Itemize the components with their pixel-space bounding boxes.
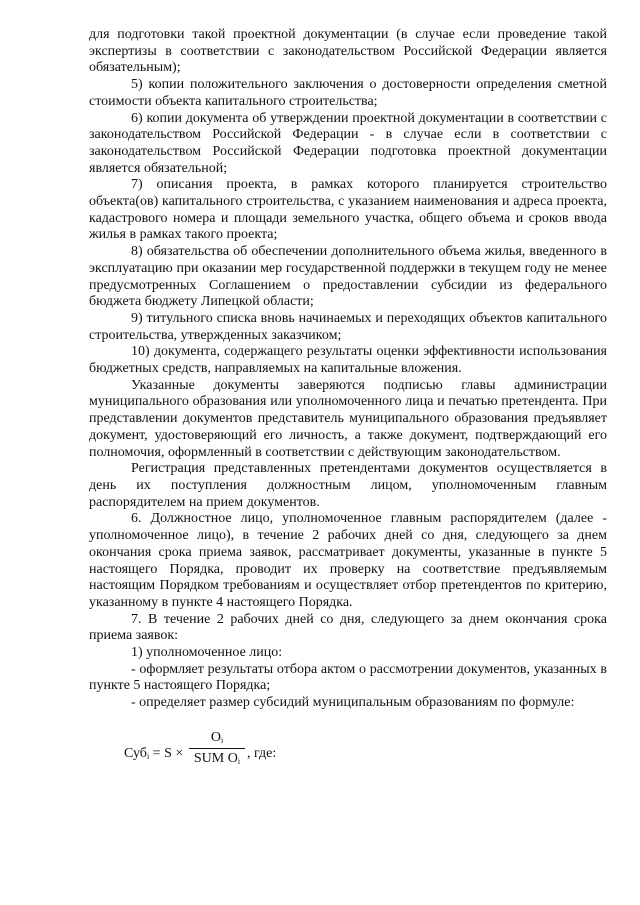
formula-fraction: [189, 730, 245, 771]
formula-denominator-subscript: i: [237, 756, 241, 766]
formula-where: , где:: [247, 745, 277, 761]
paragraph-item-9: 9) титульного списка вновь начинаемых и переходящих объектов капитального строительства, утвержденных заказчиком;: [89, 310, 607, 343]
paragraph-section-7: 7. В течение 2 рабочих дней со дня, следующего за днем окончания срока приема заявок:: [89, 611, 607, 644]
formula-lhs-symbol: Суб: [124, 745, 147, 761]
formula-denominator-symbol: SUM O: [193, 750, 238, 766]
formula-numerator: [189, 730, 245, 747]
paragraph-subitem-1: 1) уполномоченное лицо:: [131, 645, 283, 661]
paragraph-certification: Указанные документы заверяются подписью главы администрации муниципального образования или уполномоченного лица и печатью претендента. При представлении документов представитель муниципального образования предъявляет документ, удостоверяющий его личность, а также документ, подтверждающий его полномочия, оформленный в соответствии с действующим законодательством.: [89, 377, 607, 460]
paragraph-item-10: 10) документа, содержащего результаты оценки эффективности использования бюджетных средств, направляемых на капитальные вложения.: [89, 344, 607, 377]
formula-lhs-subscript: i: [146, 751, 150, 761]
formula-equals: = S ×: [149, 745, 184, 761]
paragraph-item-6: 6) копии документа об утверждении проектной документации в соответствии с законодательством Российской Федерации - в случае если в соответствии с законодательством Российской Федерации подготовка проектной документации является обязательной;: [89, 110, 607, 176]
document-page: [89, 27, 607, 780]
paragraph-item-5: 5) копии положительного заключения о достоверности определения сметной стоимости объекта капитального строительства;: [89, 77, 607, 109]
paragraph-continuation: для подготовки такой проектной документации (в случае если проведение такой экспертизы в соответствии с законодательством Российской Федерации является обязательным);: [89, 27, 607, 76]
subsidy-formula: [89, 720, 607, 780]
paragraph-item-8: 8) обязательства об обеспечении дополнительного объема жилья, введенного в эксплуатацию при оказании мер государственной поддержки в текущем году не менее предусмотренных Соглашением о предоставлении субсидии из федерального бюджета бюджету Липецкой области;: [89, 244, 607, 310]
paragraph-dash-1: - оформляет результаты отбора актом о рассмотрении документов, указанных в пункте 5 настоящего Порядка;: [89, 661, 607, 694]
formula-fraction-bar: [189, 748, 245, 749]
formula-numerator-subscript: i: [220, 735, 224, 745]
paragraph-item-7: 7) описания проекта, в рамках которого планируется строительство объекта(ов) капитального строительства, с указанием наименования и адреса проекта, кадастрового номера и площади земельного участка, общего объема и сроков ввода жилья в рамках такого проекта;: [89, 177, 607, 243]
paragraph-dash-2: - определяет размер субсидий муниципальным образованиям по формуле:: [131, 695, 575, 711]
formula-numerator-symbol: O: [210, 729, 221, 745]
paragraph-registration: Регистрация представленных претендентами документов осуществляется в день их поступления должностным лицом, уполномоченным главным распорядителем на прием документов.: [89, 461, 607, 510]
formula-denominator: [189, 751, 245, 771]
formula-lhs: [124, 746, 183, 766]
paragraph-section-6: 6. Должностное лицо, уполномоченное главным распорядителем (далее - уполномоченное лицо), в течение 2 рабочих дней со дня, следующего за днем окончания срока приема заявок, рассматривает документы, указанные в пункте 5 настоящего Порядка, проводит их проверку на соответствие предъявляемым настоящим Порядком требованиям и осуществляет отбор претендентов по критерию, указанному в пункте 4 настоящего Порядка.: [89, 511, 607, 610]
